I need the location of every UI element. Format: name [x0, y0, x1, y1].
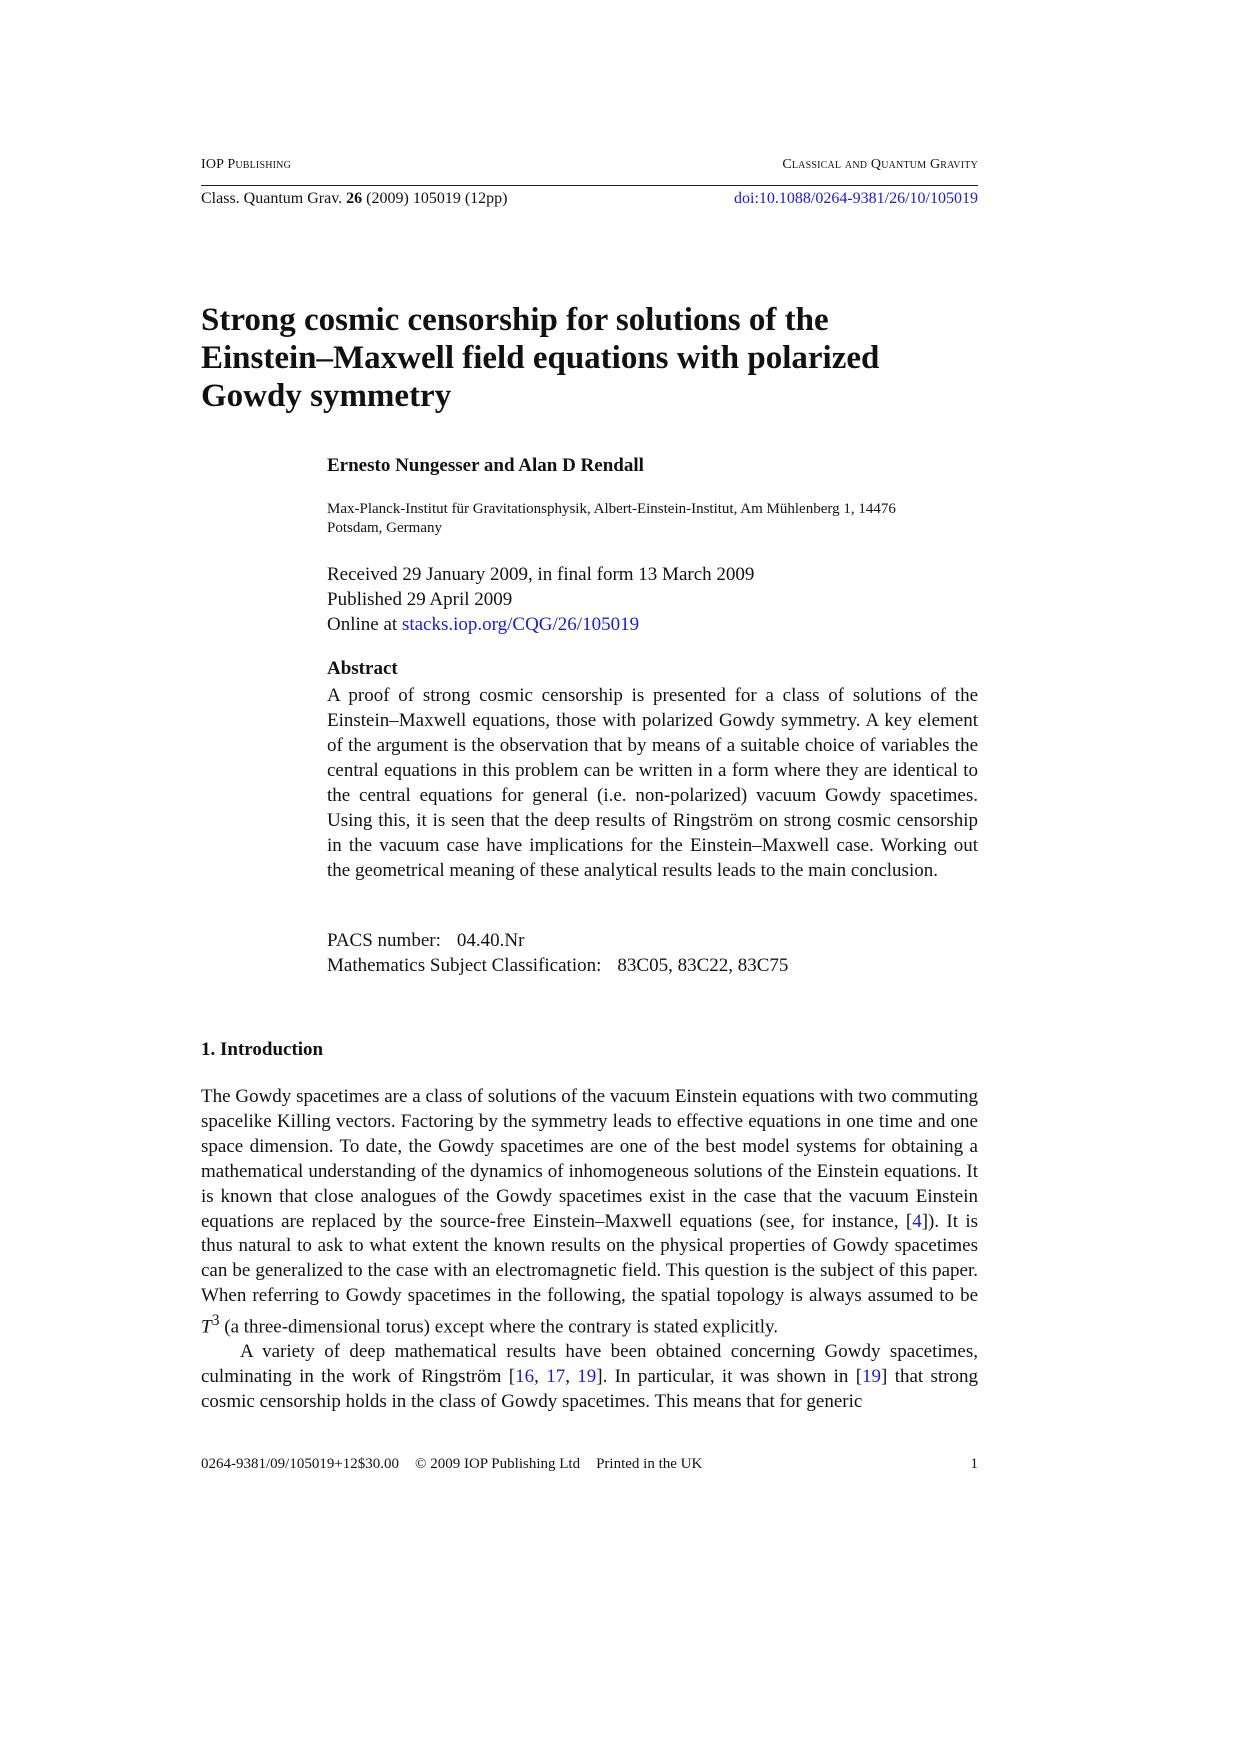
reference-link[interactable]: 19 — [862, 1366, 882, 1388]
abstract-heading: Abstract — [327, 658, 398, 679]
reference-link[interactable]: 16 — [515, 1366, 535, 1388]
section-heading: 1. Introduction — [201, 1039, 324, 1060]
running-header — [201, 157, 978, 186]
classification — [327, 928, 788, 978]
paragraph: The Gowdy spacetimes are a class of solutions of the vacuum Einstein equations with two commuting spacelike Killing vectors. Factoring by the symmetry leads to effective equations in one time and one space dimension. To date, the Gowdy spacetimes are one of the best model systems for obtaining a mathematical understanding of the dynamics of inhomogeneous solutions of the Einstein equations. It is known that close analogues of the Gowdy spacetimes exist in the case that the vacuum Einstein equations are replaced by the source-free Einstein–Maxwell equations (see, for instance, [4]). It is thus natural to ask to what extent the known results on the physical properties of Gowdy spacetimes can be generalized to the case with an electromagnetic field. This question is the subject of this paper. When referring to Gowdy spacetimes in the following, the spatial topology is always assumed to be $T^3$ (a three-dimensional torus) except where the contrary is stated explicitly. — [201, 1086, 978, 1338]
footer-info: 0264-9381/09/105019+12$30.00 © 2009 IOP Publishing Ltd Printed in the UK — [201, 1456, 703, 1472]
reference-link[interactable]: 19 — [577, 1366, 597, 1388]
doi-link[interactable]: doi:10.1088/0264-9381/26/10/105019 — [734, 190, 978, 207]
paper-title: Strong cosmic censorship for solutions of the Einstein–Maxwell field equations with polarized Gowdy symmetry — [201, 302, 880, 414]
page-number: 1 — [970, 1456, 978, 1472]
torus-symbol: T — [201, 1316, 212, 1338]
received-date: Received 29 January 2009, in final form 13 March 2009 — [327, 564, 755, 585]
reference-link[interactable]: 4 — [912, 1210, 922, 1232]
online-link[interactable]: stacks.iop.org/CQG/26/105019 — [401, 614, 640, 635]
online-line: Online at stacks.iop.org/CQG/26/105019 — [327, 614, 640, 635]
publisher-name: IOP Publishing — [201, 157, 292, 172]
msc-line: Mathematics Subject Classification: 83C05, 83C22, 83C75 — [327, 955, 789, 976]
affiliation: Max-Planck-Institut für Gravitationsphysik, Albert-Einstein-Institut, Am Mühlenberg 1, 14476 Potsdam, Germany — [327, 501, 896, 536]
section-body — [201, 1085, 978, 1415]
citation-volume: 26 — [346, 190, 363, 207]
citation: Class. Quantum Grav. 26 (2009) 105019 (12pp) — [201, 190, 508, 207]
reference-link[interactable]: 17 — [546, 1366, 566, 1388]
journal-name: Classical and Quantum Gravity — [782, 157, 978, 172]
published-date: Published 29 April 2009 — [327, 589, 513, 610]
paragraph: A variety of deep mathematical results have been obtained concerning Gowdy spacetimes, culminating in the work of Ringström [16, 17, 19]. In particular, it was shown in [19] that strong cosmic censorship holds in the class of Gowdy spacetimes. This means that for generic — [201, 1341, 979, 1413]
publication-dates — [327, 562, 754, 637]
abstract-text: A proof of strong cosmic censorship is presented for a class of solutions of the Einstein–Maxwell equations, those with polarized Gowdy symmetry. A key element of the argument is the observation that by means of a suitable choice of variables the central equations in this problem can be written in a form where they are identical to the central equations for general (i.e. non-polarized) vacuum Gowdy spacetimes. Using this, it is seen that the deep results of Ringström on strong cosmic censorship in the vacuum case have implications for the Einstein–Maxwell case. Working out the geometrical meaning of these analytical results leads to the main conclusion. — [327, 685, 978, 881]
authors: Ernesto Nungesser and Alan D Rendall — [327, 455, 644, 476]
pacs-line: PACS number: 04.40.Nr — [327, 930, 525, 951]
